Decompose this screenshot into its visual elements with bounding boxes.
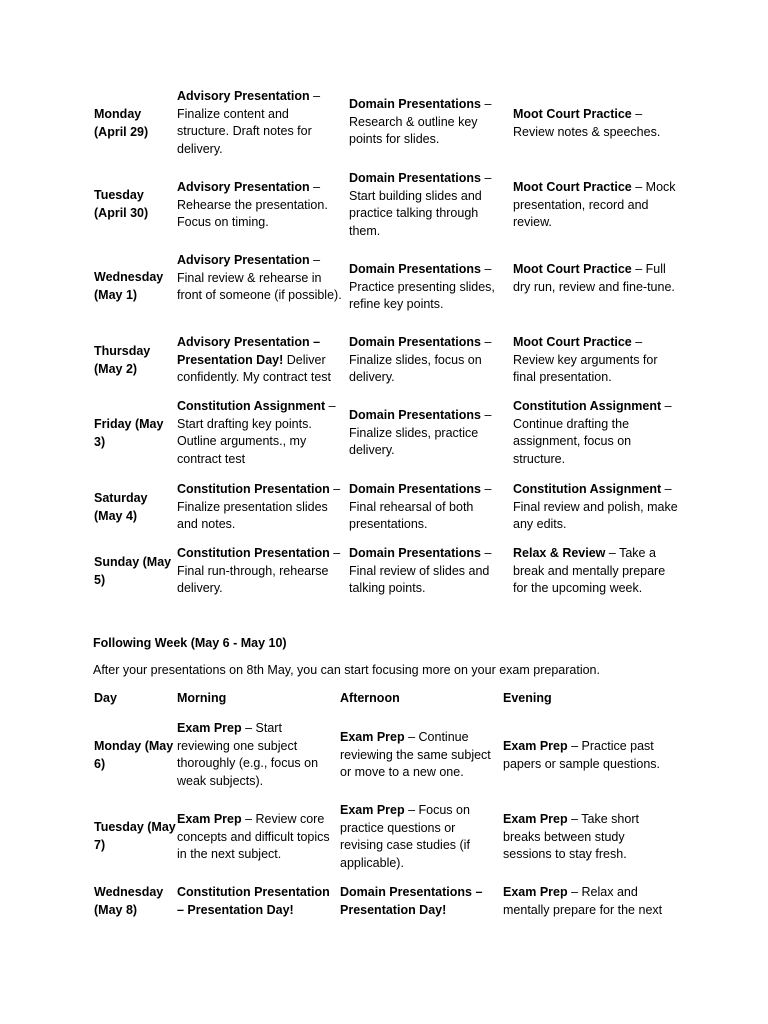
- task-detail: – Full dry run, review and fine-tune.: [513, 262, 675, 294]
- morning-cell: [177, 398, 343, 468]
- evening-cell: [503, 884, 675, 919]
- afternoon-cell: [349, 545, 507, 598]
- task-title: Constitution Assignment: [513, 482, 662, 496]
- task-detail: – Practice presenting slides, refine key points.: [349, 262, 495, 311]
- task-title: Domain Presentations: [349, 262, 481, 276]
- evening-cell: [513, 481, 678, 534]
- task-detail: – Start building slides and practice talking through them.: [349, 171, 492, 238]
- evening-cell: [503, 738, 673, 773]
- task-title: Constitution Assignment: [513, 399, 662, 413]
- task-detail: Deliver confidently. My contract test: [177, 352, 331, 384]
- day-cell: Tuesday (April 30): [94, 188, 149, 220]
- day-cell: Wednesday (May 8): [94, 885, 164, 917]
- task-title: Advisory Presentation – Presentation Day!: [177, 335, 321, 367]
- task-title: Exam Prep: [503, 885, 568, 899]
- task-title: Constitution Presentation – Presentation Day!: [177, 885, 330, 917]
- afternoon-cell: [349, 96, 507, 149]
- task-detail: – Final review of slides and talking points.: [349, 546, 492, 595]
- task-title: Moot Court Practice: [513, 180, 632, 194]
- task-detail: – Finalize slides, practice delivery.: [349, 408, 492, 457]
- task-detail: – Review core concepts and difficult topics in the next subject.: [177, 812, 330, 861]
- task-detail: – Finalize presentation slides and notes.: [177, 482, 341, 531]
- afternoon-cell: [349, 261, 507, 314]
- task-title: Exam Prep: [340, 803, 405, 817]
- morning-cell: [177, 811, 339, 864]
- task-detail: – Research & outline key points for slides.: [349, 97, 492, 146]
- task-title: Domain Presentations: [349, 408, 481, 422]
- task-title: Moot Court Practice: [513, 107, 632, 121]
- section-heading: Following Week (May 6 - May 10): [93, 636, 287, 650]
- task-title: Domain Presentations: [349, 482, 481, 496]
- task-detail: – Continue drafting the assignment, focus on structure.: [513, 399, 672, 466]
- column-header-evening: Evening: [503, 691, 552, 705]
- day-cell: Monday (April 29): [94, 107, 149, 139]
- day-cell: Monday (May 6): [94, 739, 174, 771]
- task-title: Exam Prep: [177, 721, 242, 735]
- day-cell: Thursday (May 2): [94, 344, 151, 376]
- column-header-morning: Morning: [177, 691, 227, 705]
- evening-cell: [513, 106, 678, 141]
- task-detail: – Final run-through, rehearse delivery.: [177, 546, 341, 595]
- task-detail: – Focus on practice questions or revising case studies (if applicable).: [340, 803, 470, 870]
- evening-cell: [513, 261, 678, 296]
- task-detail: – Final review & rehearse in front of someone (if possible).: [177, 253, 342, 302]
- task-title: Domain Presentations – Presentation Day!: [340, 885, 483, 917]
- task-title: Exam Prep: [340, 730, 405, 744]
- day-cell: Wednesday (May 1): [94, 270, 164, 302]
- task-title: Domain Presentations: [349, 546, 481, 560]
- day-cell: Tuesday (May 7): [94, 820, 176, 852]
- afternoon-cell: [340, 884, 500, 919]
- task-detail: – Take a break and mentally prepare for the upcoming week.: [513, 546, 666, 595]
- task-detail: – Final rehearsal of both presentations.: [349, 482, 492, 531]
- task-detail: – Rehearse the presentation. Focus on timing.: [177, 180, 328, 229]
- morning-cell: [177, 88, 343, 158]
- task-title: Domain Presentations: [349, 171, 481, 185]
- task-detail: – Finalize slides, focus on delivery.: [349, 335, 492, 384]
- afternoon-cell: [349, 334, 507, 387]
- task-detail: – Review notes & speeches.: [513, 107, 661, 139]
- afternoon-cell: [340, 729, 502, 782]
- task-title: Advisory Presentation: [177, 89, 310, 103]
- task-title: Exam Prep: [503, 812, 568, 826]
- task-title: Constitution Assignment: [177, 399, 326, 413]
- afternoon-cell: [340, 802, 500, 872]
- afternoon-cell: [349, 407, 507, 460]
- task-detail: – Continue reviewing the same subject or move to a new one.: [340, 730, 491, 779]
- task-detail: – Relax and mentally prepare for the next: [503, 885, 663, 917]
- evening-cell: [513, 545, 678, 598]
- evening-cell: [513, 334, 678, 387]
- morning-cell: [177, 720, 337, 790]
- morning-cell: [177, 334, 345, 387]
- evening-cell: [513, 398, 678, 468]
- evening-cell: [513, 179, 678, 232]
- morning-cell: [177, 481, 343, 534]
- task-title: Constitution Presentation: [177, 546, 330, 560]
- day-cell: Friday (May 3): [94, 417, 164, 449]
- task-title: Domain Presentations: [349, 335, 481, 349]
- task-title: Moot Court Practice: [513, 335, 632, 349]
- task-title: Relax & Review: [513, 546, 606, 560]
- task-title: Domain Presentations: [349, 97, 481, 111]
- task-title: Exam Prep: [177, 812, 242, 826]
- task-detail: – Take short breaks between study sessions to stay fresh.: [503, 812, 639, 861]
- task-title: Advisory Presentation: [177, 253, 310, 267]
- task-title: Constitution Presentation: [177, 482, 330, 496]
- afternoon-cell: [349, 481, 507, 534]
- morning-cell: [177, 179, 343, 232]
- task-detail: – Start reviewing one subject thoroughly (e.g., focus on weak subjects).: [177, 721, 319, 788]
- task-title: Advisory Presentation: [177, 180, 310, 194]
- day-cell: Sunday (May 5): [94, 555, 172, 587]
- day-cell: Saturday (May 4): [94, 491, 148, 523]
- task-detail: – Finalize content and structure. Draft notes for delivery.: [177, 89, 321, 156]
- task-title: Exam Prep: [503, 739, 568, 753]
- column-header-afternoon: Afternoon: [340, 691, 400, 705]
- task-detail: – Review key arguments for final presentation.: [513, 335, 658, 384]
- column-header-day: Day: [94, 691, 117, 705]
- task-title: Moot Court Practice: [513, 262, 632, 276]
- task-detail: – Practice past papers or sample questions.: [503, 739, 661, 771]
- morning-cell: [177, 252, 343, 305]
- task-detail: – Start drafting key points. Outline arguments., my contract test: [177, 399, 336, 466]
- evening-cell: [503, 811, 673, 864]
- task-detail: – Final review and polish, make any edits.: [513, 482, 678, 531]
- section-intro-text: After your presentations on 8th May, you can start focusing more on your exam preparation.: [93, 663, 600, 677]
- afternoon-cell: [349, 170, 507, 240]
- morning-cell: [177, 545, 343, 598]
- morning-cell: [177, 884, 337, 919]
- task-detail: – Mock presentation, record and review.: [513, 180, 676, 229]
